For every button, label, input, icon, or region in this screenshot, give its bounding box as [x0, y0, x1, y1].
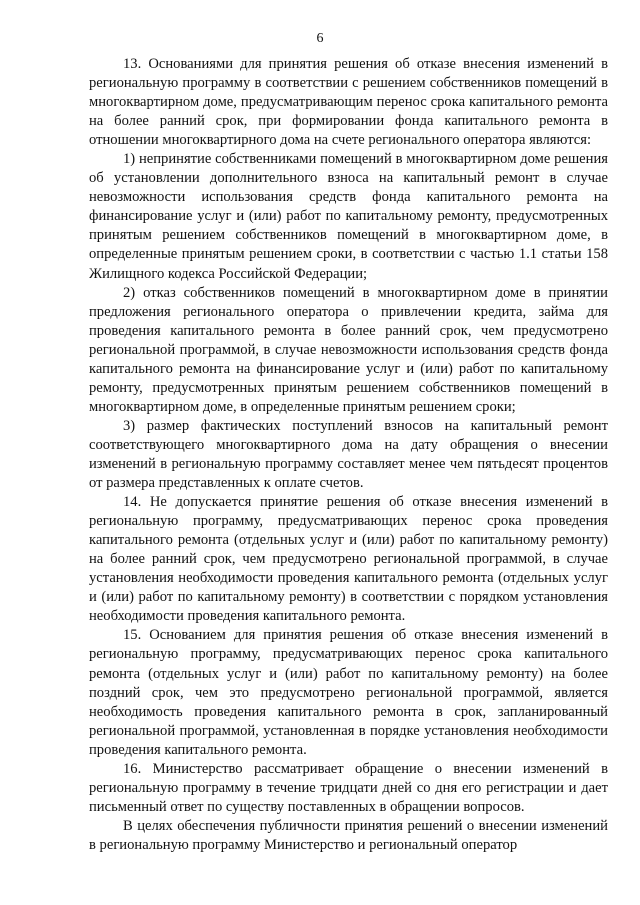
document-body [89, 55, 608, 855]
paragraph-16: 16. Министерство рассматривает обращение о внесении изменений в региональную программу в течение тридцати дней со дня его регистрации и дает письменный ответ по существу поставленных в обращении вопросов. [89, 760, 608, 815]
page-number: 6 [316, 31, 324, 46]
paragraph-14: 14. Не допускается принятие решения об отказе внесения изменений в региональную программу, предусматривающих перенос срока проведения капитального ремонта (отдельных услуг и (или) работ по капитальному ремонту) на более ранний срок, чем предусмотрено региональной программой, в случае установления необходимости проведения капитального ремонта (отдельных услуг и (или) работ по капитальному ремонту) в соответствии с порядком установления необходимости проведения капитального ремонта. [89, 494, 608, 625]
paragraph-15: 15. Основанием для принятия решения об отказе внесения изменений в региональную программу, предусматривающих перенос срока капитального ремонта (отдельных услуг и (или) работ по капитальному ремонту) на более поздний срок, чем это предусмотрено региональной программой, является необходимость проведения капитального ремонта в срок, запланированный региональной программой, установленная в порядке установления необходимости проведения капитального ремонта. [89, 627, 608, 758]
paragraph-13: 13. Основаниями для принятия решения об отказе внесения изменений в региональную программу в соответствии с решением собственников помещений в многоквартирном доме, предусматривающим перенос срока капитального ремонта на более ранний срок, при формировании фонда капитального ремонта в отношении многоквартирного дома на счете регионального оператора являются: [89, 56, 608, 149]
paragraph-13-item-2: 2) отказ собственников помещений в многоквартирном доме в принятии предложения регионального оператора о привлечении кредита, займа для проведения капитального ремонта в более ранний срок, чем предусмотрено региональной программой, в случае невозможности использования средств фонда капитального ремонта на финансирование услуг и (или) работ по капитальному ремонту, предусмотренных принятым решением собственников помещений в многоквартирном доме, в определенные принятым решением сроки; [89, 284, 608, 415]
paragraph-13-item-3: 3) размер фактических поступлений взносов на капитальный ремонт соответствующего многоквартирного дома на дату обращения о внесении изменений в региональную программу составляет менее чем пятьдесят процентов от размера представленных к оплате счетов. [89, 417, 608, 492]
paragraph-16-continuation: В целях обеспечения публичности принятия решений о внесении изменений в региональную программу Министерство и региональный оператор [89, 817, 608, 853]
paragraph-13-item-1: 1) непринятие собственниками помещений в многоквартирном доме решения об установлении дополнительного взноса на капитальный ремонт в случае невозможности использования средств фонда капитального ремонта на финансирование услуг и (или) работ по капитальному ремонту, предусмотренных принятым решением собственников помещений в многоквартирном доме, в определенные принятым решением сроки, в соответствии с частью 1.1 статьи 158 Жилищного кодекса Российской Федерации; [89, 151, 608, 282]
